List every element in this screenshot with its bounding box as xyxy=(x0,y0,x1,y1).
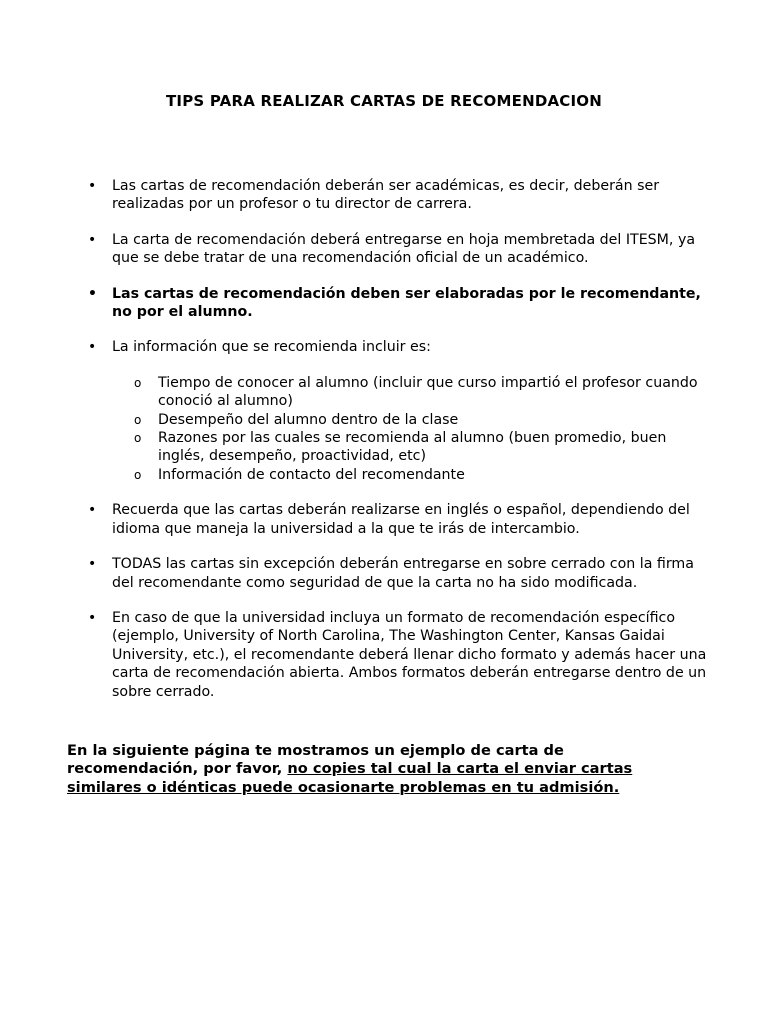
page-title: TIPS PARA REALIZAR CARTAS DE RECOMENDACION xyxy=(166,92,602,110)
tip-text: La información que se recomienda incluir es: xyxy=(112,339,431,356)
tip-text: La carta de recomendación deberá entregarse en hoja membretada del ITESM, ya que se debe tratar de una recomendación oficial de un académico. xyxy=(112,231,696,267)
sub-item-performance: o Desempeño del alumno dentro de la clase xyxy=(158,411,712,429)
tip-university-format xyxy=(0,609,708,701)
tip-academic-letters xyxy=(0,177,708,214)
tip-text: Las cartas de recomendación deben ser elaboradas por le recomendante, no por el alumno. xyxy=(112,285,701,321)
tip-text: Las cartas de recomendación deberán ser académicas, es decir, deberán ser realizadas por un profesor o tu director de carrera. xyxy=(112,178,660,213)
closing-warning: no copies tal cual la carta el enviar cartas similares o idénticas puede ocasionarte problemas en tu admisión. xyxy=(67,760,633,796)
info-sublist xyxy=(112,374,708,484)
tips-list xyxy=(0,177,768,718)
tip-text: En caso de que la universidad incluya un formato de recomendación específico (ejemplo, University of North Carolina, The Washington Center, Kansas Gaidai University, etc.), el recomendante deberá llenar dicho formato y además hacer una carta de recomendación abierta. Ambos formatos deberán entregarse dentro de un sobre cerrado. xyxy=(112,609,707,700)
tip-text: Recuerda que las cartas deberán realizarse en inglés o español, dependiendo del idioma que maneja la universidad a la que te irás de intercambio. xyxy=(112,502,690,537)
tip-letterhead xyxy=(0,231,708,268)
sub-item-reasons: o Razones por las cuales se recomienda al alumno (buen promedio, buen inglés, desempeño, proactividad, etc) xyxy=(158,429,712,466)
closing-lead: En la siguiente página te mostramos un ejemplo de carta de recomendación, por favor, xyxy=(67,742,564,778)
tip-sealed-envelope xyxy=(0,555,708,592)
sub-item-time-known: o Tiempo de conocer al alumno (incluir que curso impartió el profesor cuando conoció al alumno) xyxy=(158,374,712,411)
tip-written-by-recommender xyxy=(0,285,708,322)
tip-information-to-include xyxy=(0,338,708,484)
closing-note xyxy=(67,742,687,797)
tip-language xyxy=(0,501,708,538)
tip-text: TODAS las cartas sin excepción deberán entregarse en sobre cerrado con la firma del recomendante como seguridad de que la carta no ha sido modificada. xyxy=(112,556,694,591)
sub-item-contact-info: o Información de contacto del recomendante xyxy=(158,466,712,484)
